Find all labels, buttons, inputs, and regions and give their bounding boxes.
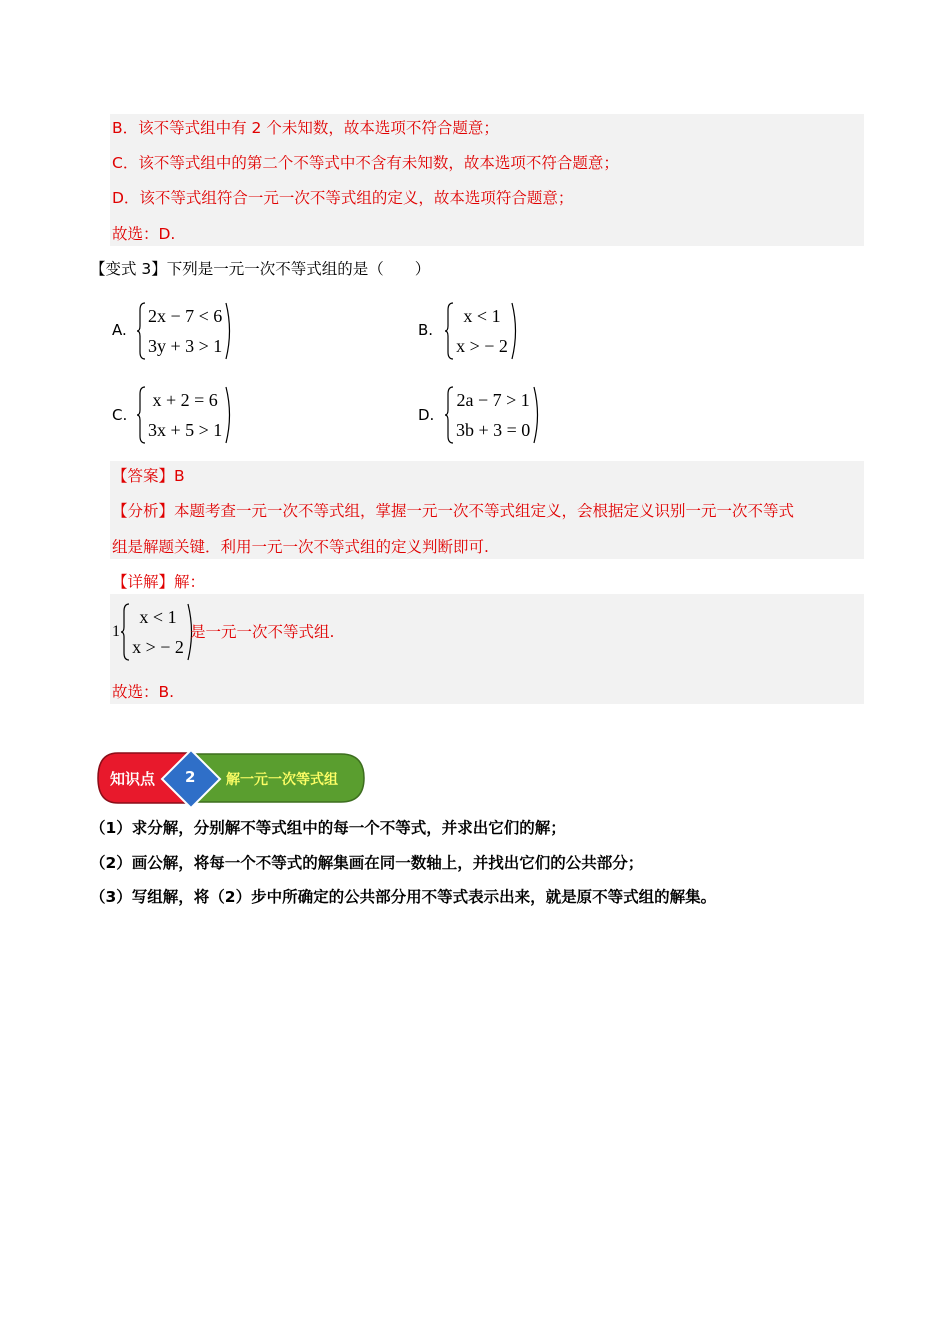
option-c-letter: C. (112, 406, 128, 424)
analysis-line2: 组是解题关键．利用一元一次不等式组的定义判断即可. (112, 538, 489, 556)
option-b-line2: x > − 2 (456, 336, 508, 356)
analysis-tag: 【分析】 (112, 502, 175, 520)
right-paren-icon (224, 386, 234, 444)
right-paren-icon (510, 302, 520, 360)
detail-system (120, 603, 196, 661)
option-a-line1: 2x − 7 < 6 (148, 306, 223, 326)
knowledge-tag: 知识点 (110, 770, 156, 788)
detail-prefix: 1 (112, 623, 120, 640)
option-c-line1: x + 2 = 6 (152, 390, 218, 410)
option-a-line2: 3y + 3 > 1 (148, 336, 223, 356)
left-brace-icon (444, 302, 454, 360)
option-b-system (444, 302, 520, 360)
detail-suffix: 是一元一次不等式组. (190, 623, 335, 641)
option-d-letter: D. (418, 406, 435, 424)
left-brace-icon (136, 386, 146, 444)
knowledge-badge (96, 749, 366, 809)
option-b-line1: x < 1 (463, 306, 501, 326)
question-text: 下列是一元一次不等式组的是（ ） (166, 260, 431, 278)
right-paren-icon (532, 386, 542, 444)
option-d-system (444, 386, 542, 444)
right-paren-icon (224, 302, 234, 360)
detail-sys-line2: x > − 2 (132, 637, 184, 657)
detail-sys-line1: x < 1 (139, 607, 177, 627)
option-a-system (136, 302, 234, 360)
option-c-system (136, 386, 234, 444)
knowledge-title: 解一元一次等式组 (226, 772, 338, 788)
left-brace-icon (444, 386, 454, 444)
option-d-line1: 2a − 7 > 1 (456, 390, 530, 410)
question-label: 【变式 3】 (90, 260, 167, 278)
answer-value: B (174, 467, 185, 485)
detail-block (110, 594, 864, 704)
question-line (90, 259, 430, 279)
answer-conclusion: 故选：B. (112, 683, 175, 701)
detail-text: 解： (174, 573, 206, 591)
left-brace-icon (136, 302, 146, 360)
prev-solution-line-d: D．该不等式组符合一元一次不等式组的定义，故本选项符合题意； (112, 189, 574, 207)
prev-solution-line-b: B．该不等式组中有 2 个未知数，故本选项不符合题意； (112, 119, 499, 137)
analysis-line1 (112, 501, 794, 521)
left-brace-icon (120, 603, 130, 661)
step-3: （3）写组解，将（2）步中所确定的公共部分用不等式表示出来，就是原不等式组的解集。 (90, 888, 717, 906)
prev-solution-line-c: C．该不等式组中的第二个不等式中不含有未知数，故本选项不符合题意； (112, 154, 619, 172)
analysis-text-1: 本题考查一元一次不等式组，掌握一元一次不等式组定义，会根据定义识别一元一次不等式 (174, 502, 795, 520)
knowledge-number: 2 (185, 768, 196, 786)
detail-line (112, 572, 205, 592)
option-c-line2: 3x + 5 > 1 (148, 420, 223, 440)
option-d-line2: 3b + 3 = 0 (456, 420, 531, 440)
prev-solution-conclusion: 故选：D. (112, 225, 176, 243)
step-2: （2）画公解，将每一个不等式的解集画在同一数轴上，并找出它们的公共部分； (90, 854, 644, 872)
option-b-letter: B. (418, 321, 434, 339)
step-1: （1）求分解，分别解不等式组中的每一个不等式，并求出它们的解； (90, 819, 566, 837)
answer-tag: 【答案】 (112, 467, 175, 485)
answer-line (112, 466, 185, 486)
option-a-letter: A. (112, 321, 127, 339)
detail-tag: 【详解】 (112, 573, 175, 591)
